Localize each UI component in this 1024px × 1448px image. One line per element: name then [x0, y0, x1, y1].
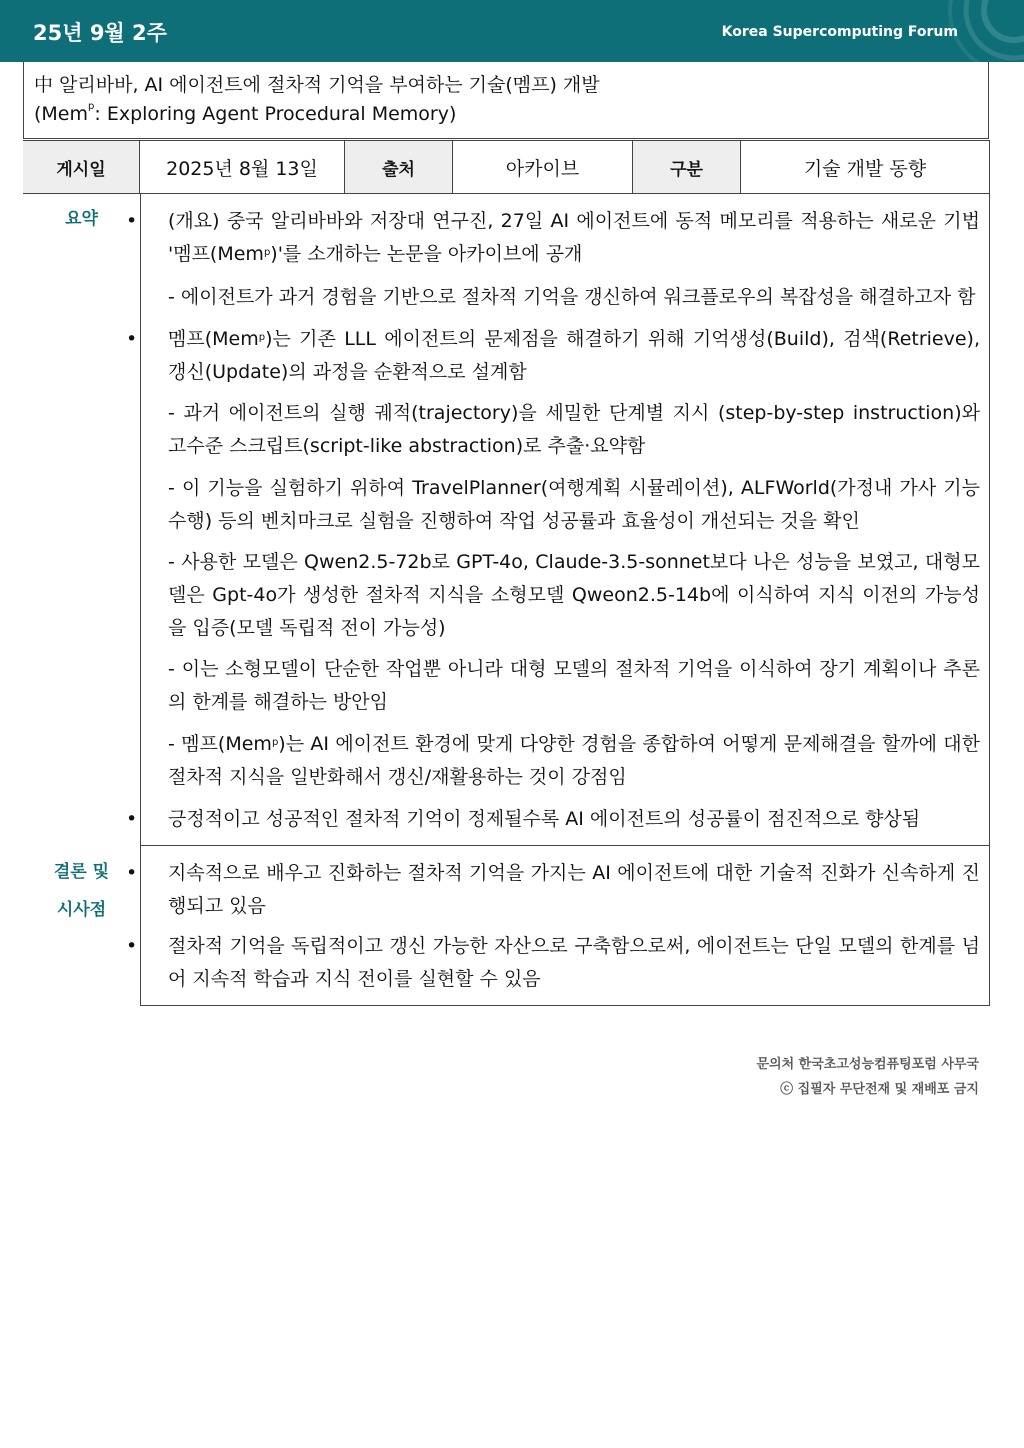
- forum-name: Korea Supercomputing Forum: [721, 24, 958, 40]
- summary-bullet-3: • 긍정적이고 성공적인 절차적 기억이 정제될수록 AI 에이전트의 성공률이 점진적으로 향상됨: [126, 808, 921, 830]
- summary-label: 요약: [65, 209, 98, 229]
- footer-contact: 문의처 한국초고성능컴퓨팅포럼 사무국: [756, 1057, 979, 1072]
- footer-copyright: ⓒ 집필자 무단전재 및 재배포 금지: [780, 1082, 979, 1097]
- conclusion-bullet-2: • 절차적 기억을 독립적이고 갱신 가능한 자산으로 구축함으로써, 에이전트는 단일 모델의 한계를 넘어 지속적 학습과 지식 전이를 실현할 수 있음: [126, 935, 980, 990]
- conclusion-label-line2: 시사점: [56, 900, 107, 920]
- article-title-box: [23, 62, 989, 139]
- source-value: 아카이브: [453, 141, 633, 193]
- summary-bullet-1: • (개요) 중국 알리바바와 저장대 연구진, 27일 AI 에이전트에 동적 메모리를 적용하는 새로운 기법 '멤프(Mem$^p$)'를 소개하는 논문을 아카이브에 공개: [126, 210, 980, 265]
- summary-detail-2: - 과거 에이전트의 실행 궤적(trajectory)을 세밀한 단계별 지시 (step-by-step instruction)와 고수준 스크립트(script-like abstraction)로 추출·요약함: [168, 402, 980, 457]
- summary-bullet-2: • 멤프(Mem$^p$)는 기존 LLL 에이전트의 문제점을 해결하기 위해 기억생성(Build), 검색(Retrieve), 갱신(Update)의 과정을 순환적으로 설계함: [126, 328, 980, 383]
- category-label: 구분: [633, 141, 741, 193]
- summary-detail-5: - 이는 소형모델이 단순한 작업뿐 아니라 대형 모델의 절차적 기억을 이식하여 장기 계획이나 추론의 한계를 해결하는 방안임: [168, 658, 980, 713]
- conclusion-bullet-1: • 지속적으로 배우고 진화하는 절차적 기억을 가지는 AI 에이전트에 대한 기술적 진화가 신속하게 진행되고 있음: [126, 862, 980, 917]
- article-title: 中 알리바바, AI 에이전트에 절차적 기억을 부여하는 기술(멤프) 개발: [34, 74, 600, 96]
- source-label: 출처: [345, 141, 453, 193]
- conclusion-label-line1: 결론 및: [53, 862, 110, 882]
- decorative-arcs-icon: [874, 0, 1024, 62]
- header-banner: [0, 0, 1024, 62]
- article-subtitle: (Mem$^p$: Exploring Agent Procedural Memory): [34, 101, 457, 125]
- summary-detail-4: - 사용한 모델은 Qwen2.5-72b로 GPT-4o, Claude-3.5-sonnet보다 나은 성능을 보였고, 대형모델은 Gpt-4o가 생성한 절차적 지식을 소형모델 Qweon2.5-14b에 이식하여 지식 이전의 가능성을 입증(모델 독립적 전이 가능성): [168, 551, 980, 639]
- posted-value: 2025년 8월 13일: [140, 141, 345, 193]
- posted-label: 게시일: [23, 141, 140, 193]
- issue-week: 25년 9월 2주: [33, 21, 167, 45]
- category-value: 기술 개발 동향: [741, 141, 990, 193]
- summary-detail-6: - 멤프(Mem$^p$)는 AI 에이전트 환경에 맞게 다양한 경험을 종합하여 어떻게 문제해결을 할까에 대한 절차적 지식을 일반화해서 갱신/재활용하는 것이 강점임: [168, 733, 980, 788]
- meta-row: [23, 140, 990, 194]
- summary-detail-3: - 이 기능을 실험하기 위하여 TravelPlanner(여행계획 시뮬레이션), ALFWorld(가정내 가사 기능 수행) 등의 벤치마크로 실험을 진행하여 작업 성공률과 효율성이 개선되는 것을 확인: [168, 477, 980, 532]
- summary-detail-1: - 에이전트가 과거 경험을 기반으로 절차적 기억을 갱신하여 워크플로우의 복잡성을 해결하고자 함: [168, 286, 976, 308]
- section-divider: [140, 845, 990, 846]
